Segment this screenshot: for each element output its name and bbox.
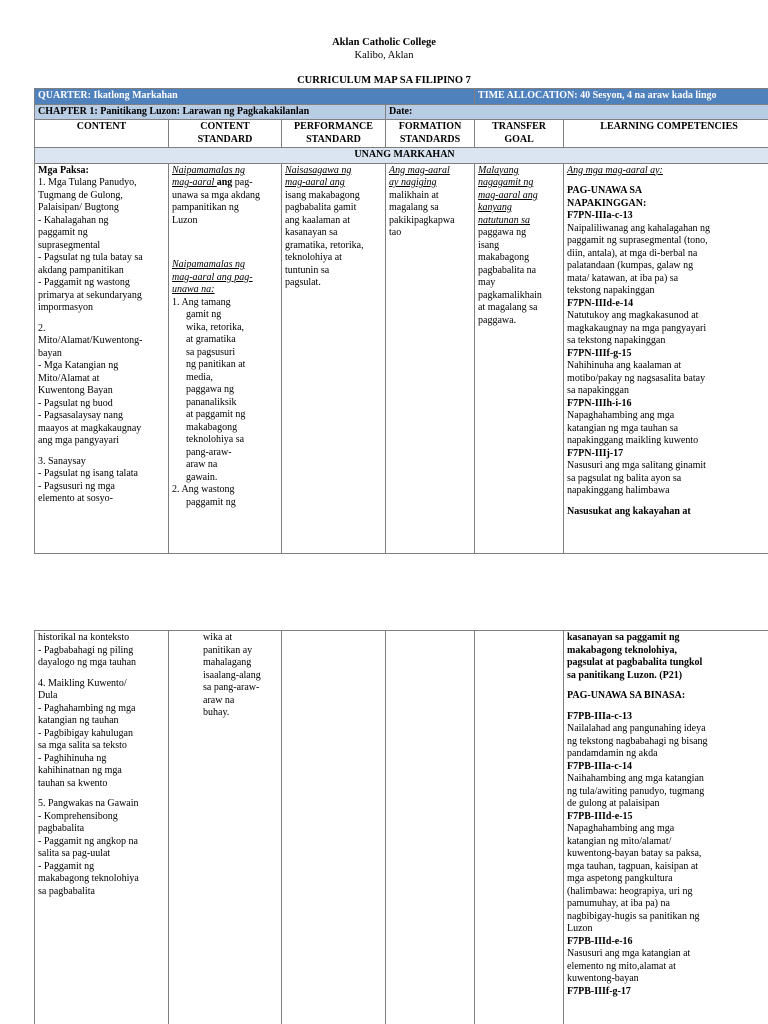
text-line: ay nagiging — [389, 177, 437, 188]
text-line — [172, 227, 278, 235]
competency-text: napakinggang maikling kuwento — [567, 435, 699, 446]
text-line: 5. Pangwakas na Gawain — [38, 798, 139, 809]
list-line: pang-araw- — [186, 446, 232, 458]
competency-code: NAPAKINGGAN: — [567, 197, 647, 209]
text-line: pampanitikan ng — [172, 202, 239, 213]
competency-text: ng tula/awiting panudyo, tugmang — [567, 785, 705, 797]
list-line: pananaliksik — [186, 396, 237, 408]
competency-text — [567, 498, 768, 506]
content-standard-cell — [169, 631, 282, 1024]
competency-code: sa panitikang Luzon. (P21) — [567, 669, 683, 681]
text-line: Ang mag-aaral — [389, 164, 450, 176]
text-line: sa pang-araw- — [203, 682, 260, 693]
competency-text: sa tekstong napakinggan — [567, 335, 666, 346]
list-line: wika, retorika, — [186, 321, 245, 333]
list-line: paggawa ng — [186, 384, 235, 395]
text-line: araw na — [203, 694, 235, 706]
text-line: - Paggamit ng angkop na — [38, 835, 138, 847]
competency-code: F7PB-IIIf-g-17 — [567, 985, 631, 997]
text-line: 4. Maikling Kuwento/ — [38, 677, 127, 689]
text-line: - Pagbabahagi ng piling — [38, 644, 134, 656]
text-line: kahihinatnan ng mga — [38, 765, 122, 776]
competency-code: F7PN-IIId-e-14 — [567, 297, 634, 309]
text-line: pagsulat. — [285, 277, 321, 288]
competency-text: pamumuhay, at iba pa) na — [567, 898, 670, 909]
text-line — [567, 177, 768, 185]
competency-code: F7PB-IIIa-c-14 — [567, 760, 632, 772]
learning-competencies-cell — [564, 631, 768, 1024]
list-line: teknolohiya sa — [186, 434, 245, 445]
text-line: - Paghihinuha ng — [38, 752, 107, 764]
transfer-goal-cell — [475, 631, 564, 1024]
content-cell — [35, 163, 169, 553]
competency-text: Natutukoy ang magkakasunod at — [567, 310, 699, 321]
text-line — [38, 448, 165, 456]
performance-standard-cell — [282, 631, 386, 1024]
text-line: sa pagbabalita — [38, 885, 95, 897]
competency-code: makabagong teknolohiya, — [567, 644, 678, 656]
competency-text: Nahihinuha ang kaalaman at — [567, 360, 682, 371]
text-line: elemento at sosyo- — [38, 493, 113, 504]
chapter-row — [35, 104, 768, 120]
column-header-row — [35, 120, 768, 148]
text-line: at magalang sa — [478, 302, 538, 313]
topics-heading: Mga Paksa: — [38, 164, 89, 176]
text-line: - Pagsulat ng isang talata — [38, 468, 138, 479]
text-line: Mito/Alamat/Kuwentong- — [38, 335, 143, 346]
competency-text: Napaghahambing ang mga — [567, 823, 675, 834]
competency-text: Nasusuri ang mga salitang ginamit — [567, 460, 706, 471]
text-line — [38, 315, 165, 323]
competency-text: paggamit ng suprasegmental (tono, — [567, 235, 708, 246]
competency-text: pandamdamin ng akda — [567, 748, 658, 759]
text-line: tauhan sa kwento — [38, 777, 108, 789]
text-line: mag-aaral ang pag- — [172, 177, 253, 188]
text-line: ang mga pangyayari — [38, 435, 120, 446]
quarter-label: QUARTER: Ikatlong Markahan — [35, 89, 475, 105]
text-line: pagbabalita — [38, 823, 85, 834]
page-gap — [0, 560, 768, 628]
competency-text: napakinggang halimbawa — [567, 485, 670, 496]
text-line: paggamit ng — [38, 227, 88, 238]
list-line: gawain. — [186, 471, 218, 483]
competency-code: PAG-UNAWA SA — [567, 185, 643, 196]
list-line: at gramatika — [186, 334, 236, 345]
column-header: PERFORMANCE STANDARD — [282, 120, 386, 148]
text-line: isaalang-alang — [203, 669, 261, 681]
text-line: makabagong — [478, 252, 530, 263]
text-line — [172, 235, 278, 243]
competency-text: mga tauhan, tagpuan, kaisipan at — [567, 860, 699, 872]
text-line: Malayang — [478, 164, 519, 176]
text-line: salita sa pag-uulat — [38, 848, 111, 859]
competency-text: mga aspetong pangkultura — [567, 873, 673, 884]
text-line: Naipamamalas ng — [172, 164, 246, 176]
text-line: 2. — [38, 322, 46, 334]
competency-text: Luzon — [567, 923, 593, 934]
competency-text: Naipaliliwanag ang kahalagahan ng — [567, 222, 711, 234]
competency-text: (halimbawa: heograpiya, uri ng — [567, 885, 693, 897]
text-line: panitikan ay — [203, 644, 253, 656]
table-row — [35, 163, 768, 553]
competency-code: Nasusukat ang kakayahan at — [567, 505, 691, 517]
text-line: pagbabalita gamit — [285, 202, 357, 213]
competency-text: Nasusuri ang mga katangian at — [567, 948, 691, 959]
text-line: wika at — [203, 632, 233, 643]
text-line: gramatika, retorika, — [285, 239, 364, 251]
competency-text — [567, 682, 768, 690]
text-line: - Kahalagahan ng — [38, 214, 109, 226]
text-line: ang kaalaman at — [285, 214, 350, 226]
competency-code: F7PB-IIId-e-16 — [567, 935, 633, 947]
text-line: mahalagang — [203, 657, 252, 668]
text-line: paggawa ng — [478, 227, 527, 238]
text-line: unawa sa mga akdang — [172, 189, 261, 201]
competency-text: Nailalahad ang pangunahing ideya — [567, 723, 706, 734]
text-line: teknolohiya at — [285, 252, 342, 263]
list-line: araw na — [186, 459, 218, 470]
competency-code: F7PN-IIIh-i-16 — [567, 397, 632, 409]
text-line: mag-aaral ang — [478, 189, 538, 201]
list-line: 2. Ang wastong — [172, 484, 235, 495]
text-line: Naipamamalas ng — [172, 259, 246, 270]
curriculum-table — [34, 88, 768, 554]
text-line: nagagamit ng — [478, 177, 534, 188]
text-line — [172, 251, 278, 259]
competency-code: kasanayan sa paggamit ng — [567, 632, 680, 643]
competency-text: nagbibigay-hugis sa panitikan ng — [567, 910, 700, 922]
text-line: pakikipagkapwa — [389, 214, 455, 226]
list-line: gamit ng — [186, 309, 222, 320]
text-line: 3. Sanaysay — [38, 455, 86, 467]
text-line: natutunan sa — [478, 214, 530, 226]
competency-code: F7PN-IIIa-c-13 — [567, 210, 633, 221]
competency-text: sa napakinggan — [567, 385, 629, 396]
date-label: Date: — [386, 104, 768, 120]
text-line: sa mga salita sa teksto — [38, 740, 127, 751]
table-row — [35, 631, 768, 1024]
list-line: sa pagsusuri — [186, 346, 236, 358]
list-line: makabagong — [186, 421, 238, 433]
transfer-goal-cell — [475, 163, 564, 553]
competency-text: palatandaan (kumpas, galaw ng — [567, 260, 694, 271]
text-line: Kuwentong Bayan — [38, 385, 113, 396]
formation-standard-cell — [386, 631, 475, 1024]
competency-text: kuwentong-bayan batay sa paksa, — [567, 848, 702, 859]
column-header: TRANSFER GOAL — [475, 120, 564, 148]
list-line: 1. Ang tamang — [172, 296, 231, 308]
text-line: Naisasagawa ng — [285, 164, 352, 176]
text-line: mag-aaral ang pag- — [172, 271, 253, 283]
school-location: Kalibo, Aklan — [354, 50, 414, 61]
text-line: malikhain at — [389, 189, 439, 201]
text-line: Luzon — [172, 214, 198, 226]
competency-text: katangian ng mito/alamat/ — [567, 835, 672, 847]
competency-code: pagsulat at pagbabalita tungkol — [567, 657, 703, 668]
text-line: impormasyon — [38, 302, 93, 313]
text-line: pagkamalikhain — [478, 289, 542, 301]
time-allocation: TIME ALLOCATION: 40 Sesyon, 4 na araw kada lingo — [475, 89, 768, 105]
competency-text: de gulong at palaisipan — [567, 798, 660, 809]
competency-text: magkakaugnay na mga pangyayari — [567, 322, 707, 334]
text-line: historikal na konteksto — [38, 632, 130, 643]
competency-text: kuwentong-bayan — [567, 973, 639, 984]
text-line: - Paghahambing ng mga — [38, 702, 136, 714]
text-line: - Pagbibigay kahulugan — [38, 727, 133, 739]
column-header: CONTENT — [35, 120, 169, 148]
text-line: - Pagsusuri ng mga — [38, 480, 115, 492]
text-line: Mito/Alamat at — [38, 372, 100, 384]
quarter-row — [35, 89, 768, 105]
text-line: isang — [478, 239, 500, 251]
competency-code: F7PN-IIIf-g-15 — [567, 347, 632, 359]
text-line — [172, 243, 278, 251]
competency-text: ng tekstong nagbabahagi ng bisang — [567, 735, 708, 747]
text-line: maayos at magkakaugnay — [38, 422, 142, 434]
text-line: primarya at sekundaryang — [38, 289, 142, 301]
text-line: unawa na: — [172, 284, 215, 295]
curriculum-table-continued — [34, 630, 768, 1024]
competency-text — [567, 703, 768, 711]
text-line: - Pagsulat ng tula batay sa — [38, 252, 143, 263]
list-line: paggamit ng — [186, 496, 236, 508]
text-line: suprasegmental — [38, 239, 101, 251]
column-header: FORMATION STANDARDS — [386, 120, 475, 148]
performance-standard-cell — [282, 163, 386, 553]
text-line — [38, 670, 165, 678]
text-line: - Pagsulat ng buod — [38, 397, 113, 409]
competency-code: F7PB-IIId-e-15 — [567, 810, 633, 822]
content-cell — [35, 631, 169, 1024]
text-line: dayalogo ng mga tauhan — [38, 657, 137, 668]
list-line: ng panitikan at — [186, 359, 246, 370]
text-line: - Pagsasalaysay nang — [38, 410, 123, 421]
text-line: magalang sa — [389, 202, 439, 213]
text-line — [38, 790, 165, 798]
competency-text: Napaghahambing ang mga — [567, 410, 675, 421]
competency-text: sa pagsulat ng balita ayon sa — [567, 472, 682, 484]
text-line: buhay. — [203, 707, 230, 718]
competency-text: elemento ng mito,alamat at — [567, 960, 676, 972]
text-line: katangian ng tauhan — [38, 715, 119, 726]
text-line: tuntunin sa — [285, 264, 330, 276]
text-line: isang makabagong — [285, 189, 360, 201]
quarter-band: UNANG MARKAHAN — [35, 148, 768, 164]
text-line: - Mga Katangian ng — [38, 360, 119, 371]
list-line: media, — [186, 371, 213, 383]
formation-standard-cell — [386, 163, 475, 553]
text-line: makabagong teknolohiya — [38, 873, 139, 884]
competency-text: diin, antala), at mga di-berbal na — [567, 247, 698, 259]
competency-text: katangian ng mga tauhan sa — [567, 422, 679, 434]
text-line: may — [478, 277, 496, 288]
chapter-label: CHAPTER 1: Panitikang Luzon: Larawan ng Pagkakakilanlan — [35, 104, 386, 120]
document-page-2 — [0, 628, 768, 1024]
text-line: akdang pampanitikan — [38, 264, 124, 276]
competency-text: motibo/pakay ng nagsasalita batay — [567, 372, 706, 384]
competency-code: PAG-UNAWA SA BINASA: — [567, 690, 686, 701]
list-line: at paggamit ng — [186, 409, 246, 420]
column-header: LEARNING COMPETENCIES — [564, 120, 768, 148]
text-line: - Komprehensibong — [38, 810, 118, 822]
text-line: - Paggamit ng — [38, 860, 95, 872]
text-line: Dula — [38, 690, 58, 701]
text-line: kanyang — [478, 202, 512, 213]
learning-competencies-cell — [564, 163, 768, 553]
text-line: tao — [389, 227, 402, 238]
text-line: mag-aaral ang — [285, 177, 345, 188]
column-header: CONTENT STANDARD — [169, 120, 282, 148]
content-standard-cell — [169, 163, 282, 553]
school-name: Aklan Catholic College — [332, 37, 436, 48]
competencies-intro: Ang mga mag-aaral ay: — [567, 164, 663, 176]
text-line: 1. Mga Tulang Panudyo, — [38, 177, 137, 188]
competency-text: tekstong napakinggan — [567, 285, 655, 296]
competency-text: mata/ katawan, at iba pa) sa — [567, 272, 679, 284]
text-line: - Paggamit ng wastong — [38, 277, 130, 288]
text-line: Palaisipan/ Bugtong — [38, 202, 119, 213]
text-line: bayan — [38, 347, 62, 359]
document-title: CURRICULUM MAP SA FILIPINO 7 — [297, 75, 471, 86]
text-line: paggawa. — [478, 314, 517, 326]
band-row — [35, 148, 768, 164]
competency-code: F7PN-IIIj-17 — [567, 447, 624, 459]
text-line: kasanayan sa — [285, 227, 338, 238]
competency-code: F7PB-IIIa-c-13 — [567, 710, 632, 722]
competency-text: Naihahambing ang mga katangian — [567, 773, 704, 784]
text-line: Tugmang de Gulong, — [38, 189, 123, 201]
text-line: pagbabalita na — [478, 264, 537, 276]
